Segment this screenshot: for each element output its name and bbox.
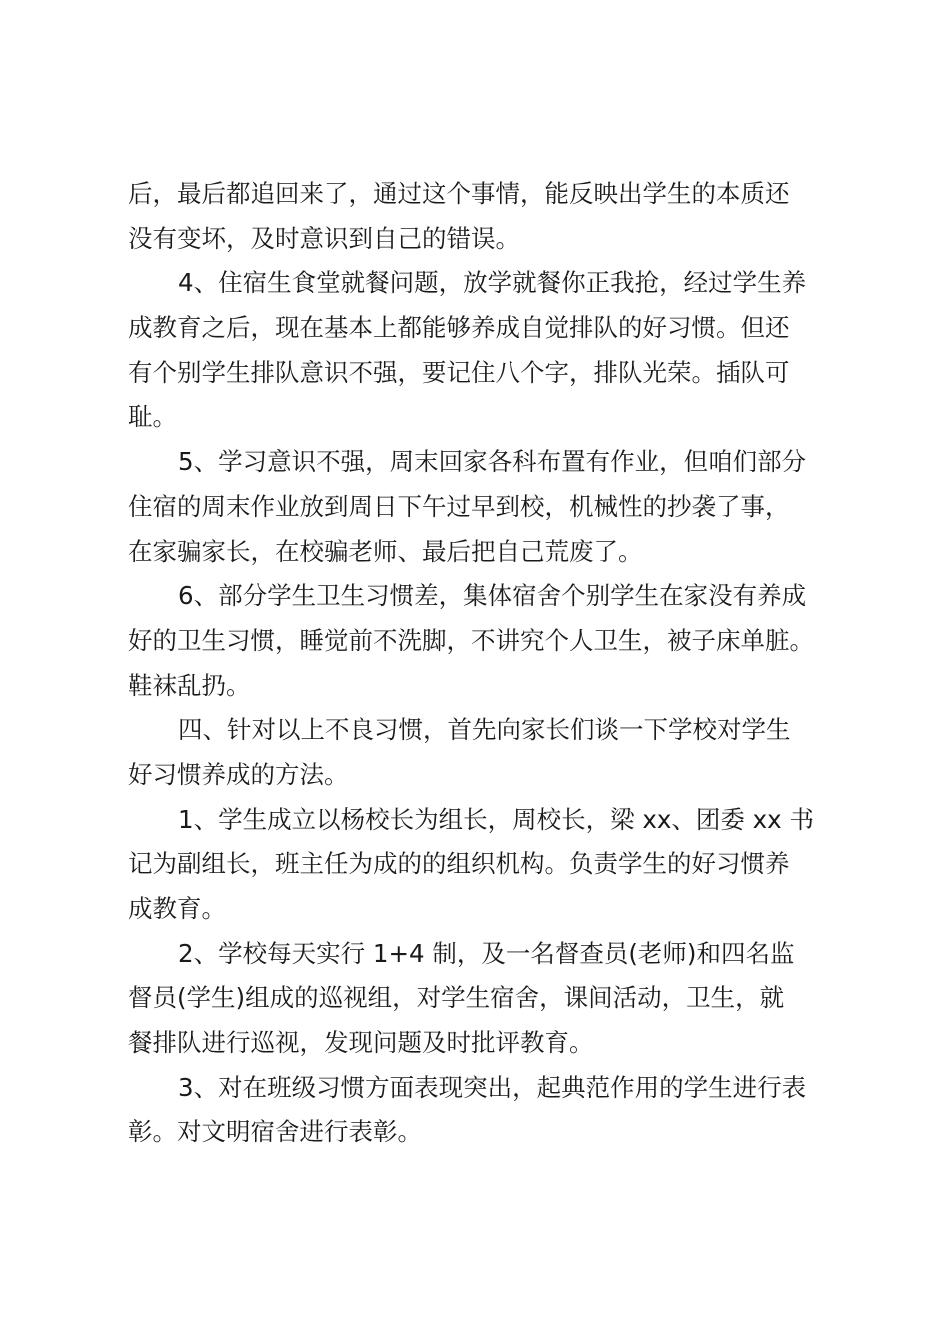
- text-line: 督员(学生)组成的巡视组，对学生宿舍，课间活动，卫生，就: [128, 983, 785, 1013]
- text-line: 1、学生成立以杨校长为组长，周校长，梁 xx、团委 xx 书: [178, 804, 814, 834]
- text-line: 住宿的周末作业放到周日下午过早到校，机械性的抄袭了事，: [128, 491, 790, 521]
- text-line: 4、住宿生食堂就餐问题，放学就餐你正我抢，经过学生养: [178, 268, 807, 298]
- text-line: 在家骗家长，在校骗老师、最后把自己荒废了。: [128, 536, 643, 566]
- text-line: 四、针对以上不良习惯，首先向家长们谈一下学校对学生: [178, 715, 791, 745]
- text-line: 没有变坏，及时意识到自己的错误。: [128, 223, 520, 253]
- paragraph-method-1: [128, 798, 838, 932]
- paragraph-item-5: [128, 440, 838, 574]
- text-line: 彰。对文明宿舍进行表彰。: [128, 1117, 422, 1147]
- paragraph: [128, 172, 838, 261]
- section-heading-4: [128, 708, 838, 797]
- text-line: 耻。: [128, 402, 177, 432]
- text-line: 鞋袜乱扔。: [128, 670, 251, 700]
- text-line: 餐排队进行巡视，发现问题及时批评教育。: [128, 1028, 594, 1058]
- paragraph-item-6: [128, 574, 838, 708]
- paragraph-item-4: [128, 261, 838, 440]
- text-line: 6、部分学生卫生习惯差，集体宿舍个别学生在家没有养成: [178, 581, 807, 611]
- text-line: 成教育之后，现在基本上都能够养成自觉排队的好习惯。但还: [128, 313, 790, 343]
- document-body: [128, 172, 838, 1155]
- text-line: 3、对在班级习惯方面表现突出，起典范作用的学生进行表: [178, 1072, 807, 1102]
- text-line: 记为副组长，班主任为成的的组织机构。负责学生的好习惯养: [128, 849, 790, 879]
- text-line: 好的卫生习惯，睡觉前不洗脚，不讲究个人卫生，被子床单脏。: [128, 625, 814, 655]
- text-line: 2、学校每天实行 1+4 制，及一名督查员(老师)和四名监: [178, 938, 795, 968]
- text-line: 成教育。: [128, 894, 226, 923]
- text-line: 好习惯养成的方法。: [128, 759, 349, 789]
- text-line: 有个别学生排队意识不强，要记住八个字，排队光荣。插队可: [128, 357, 790, 387]
- text-line: 后，最后都追回来了，通过这个事情，能反映出学生的本质还: [128, 179, 790, 208]
- text-line: 5、学习意识不强，周末回家各科布置有作业，但咱们部分: [178, 447, 807, 477]
- paragraph-method-2: [128, 932, 838, 1066]
- paragraph-method-3: [128, 1066, 838, 1155]
